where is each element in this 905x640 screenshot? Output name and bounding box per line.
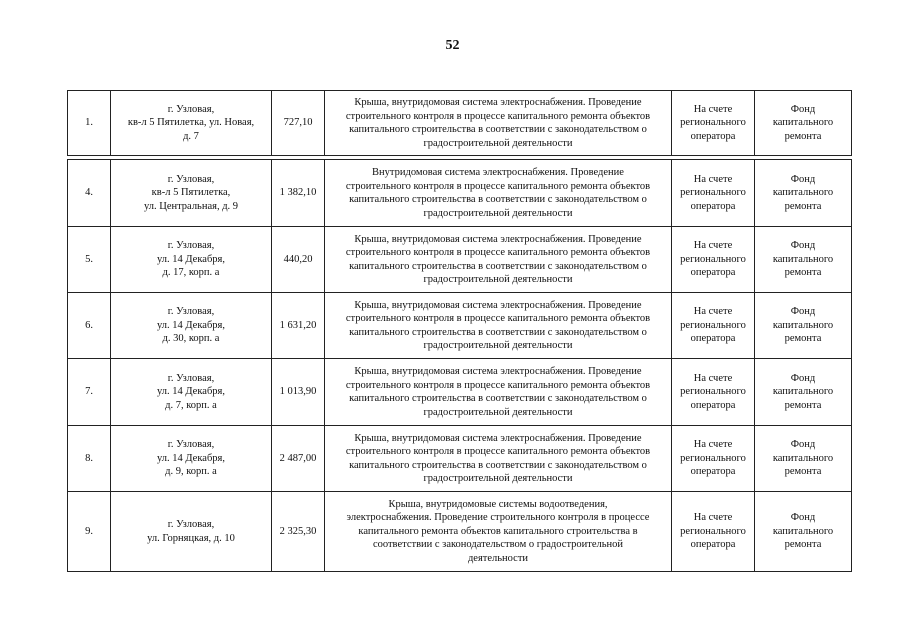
row-number: 5. [68,227,111,293]
row-address: г. Узловая, ул. 14 Декабря, д. 17, корп. а [111,227,272,293]
table-row [68,160,852,227]
row-fund: Фонд капитального ремонта [755,492,852,572]
row-works: Крыша, внутридомовая система электроснабжения. Проведение строительного контроля в процессе капитального ремонта объектов капитального строительства в соответствии с законодательством о градостроительной деятельности [325,359,672,426]
register-table-top [67,90,852,156]
table-row [68,492,852,572]
row-fund: Фонд капитального ремонта [755,426,852,492]
row-works: Крыша, внутридомовая система электроснабжения. Проведение строительного контроля в процессе капитального ремонта объектов капитального строительства в соответствии с законодательством о градостроительной деятельности [325,91,672,156]
row-account: На счете регионального оператора [672,227,755,293]
row-address: г. Узловая, ул. 14 Декабря, д. 7, корп. а [111,359,272,426]
register-table-main [67,159,852,572]
row-area: 2 487,00 [272,426,325,492]
row-number: 7. [68,359,111,426]
row-fund: Фонд капитального ремонта [755,227,852,293]
row-area: 1 382,10 [272,160,325,227]
row-address: г. Узловая, кв-л 5 Пятилетка, ул. Центральная, д. 9 [111,160,272,227]
row-area: 727,10 [272,91,325,156]
row-number: 8. [68,426,111,492]
row-works: Крыша, внутридомовая система электроснабжения. Проведение строительного контроля в процессе капитального ремонта объектов капитального строительства в соответствии с законодательством о градостроительной деятельности [325,293,672,359]
row-account: На счете регионального оператора [672,359,755,426]
row-works: Крыша, внутридомовые системы водоотведения, электроснабжения. Проведение строительного контроля в процессе капитального ремонта объектов капитального строительства в соответствии с законодательством о градостроительной деятельности [325,492,672,572]
row-area: 1 631,20 [272,293,325,359]
row-fund: Фонд капитального ремонта [755,160,852,227]
row-fund: Фонд капитального ремонта [755,293,852,359]
row-address: г. Узловая, ул. Горняцкая, д. 10 [111,492,272,572]
row-works: Крыша, внутридомовая система электроснабжения. Проведение строительного контроля в процессе капитального ремонта объектов капитального строительства в соответствии с законодательством о градостроительной деятельности [325,227,672,293]
row-address: г. Узловая, кв-л 5 Пятилетка, ул. Новая, д. 7 [111,91,272,156]
table-row [68,227,852,293]
row-address: г. Узловая, ул. 14 Декабря, д. 30, корп. а [111,293,272,359]
row-number: 4. [68,160,111,227]
table-row [68,293,852,359]
row-account: На счете регионального оператора [672,91,755,156]
row-fund: Фонд капитального ремонта [755,359,852,426]
row-number: 9. [68,492,111,572]
row-area: 1 013,90 [272,359,325,426]
row-works: Крыша, внутридомовая система электроснабжения. Проведение строительного контроля в процессе капитального ремонта объектов капитального строительства в соответствии с законодательством о градостроительной деятельности [325,426,672,492]
row-fund: Фонд капитального ремонта [755,91,852,156]
row-works: Внутридомовая система электроснабжения. Проведение строительного контроля в процессе капитального ремонта объектов капитального строительства в соответствии с законодательством о градостроительной деятельности [325,160,672,227]
row-area: 2 325,30 [272,492,325,572]
row-account: На счете регионального оператора [672,293,755,359]
row-address: г. Узловая, ул. 14 Декабря, д. 9, корп. а [111,426,272,492]
row-area: 440,20 [272,227,325,293]
row-account: На счете регионального оператора [672,426,755,492]
table-row [68,91,852,156]
page-number: 52 [445,38,460,53]
row-account: На счете регионального оператора [672,492,755,572]
row-number: 6. [68,293,111,359]
row-account: На счете регионального оператора [672,160,755,227]
row-number: 1. [68,91,111,156]
table-row [68,359,852,426]
table-row [68,426,852,492]
